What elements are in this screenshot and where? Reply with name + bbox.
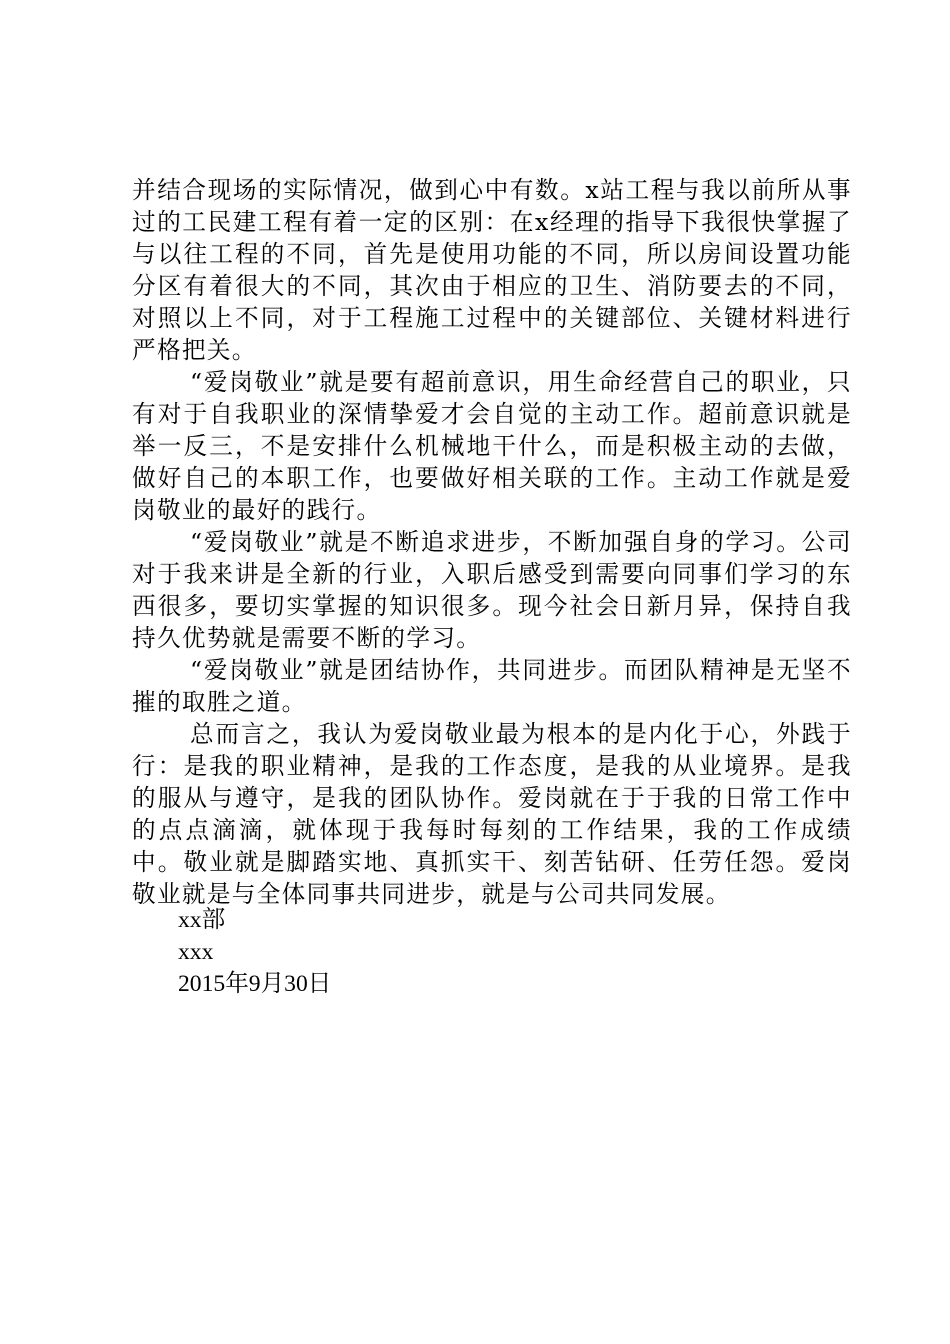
paragraph-teamwork: “爱岗敬业”就是团结协作，共同进步。而团队精神是无坚不摧的取胜之道。 bbox=[132, 656, 852, 716]
paragraph-conclusion: 总而言之，我认为爱岗敬业最为根本的是内化于心，外践于行：是我的职业精神，是我的工作态度，是我的从业境界。是我的服从与遵守，是我的团队协作。爱岗就在于于我的日常工作中的点点滴滴，就体现于我每时每刻的工作结果，我的工作成绩中。敬业就是脚踏实地、真抓实干、刻苦钻研、任劳任怨。爱岗敬业就是与全体同事共同进步，就是与公司共同发展。 bbox=[132, 720, 852, 908]
paragraph-continuation: 并结合现场的实际情况，做到心中有数。x站工程与我以前所从事过的工民建工程有着一定的区别：在x经理的指导下我很快掌握了与以往工程的不同，首先是使用功能的不同，所以房间设置功能分区有着很大的不同，其次由于相应的卫生、消防要去的不同，对照以上不同，对于工程施工过程中的关键部位、关键材料进行严格把关。 bbox=[132, 176, 852, 364]
document-body bbox=[132, 174, 852, 910]
signature-block bbox=[178, 904, 331, 1000]
paragraph-forward-awareness: “爱岗敬业”就是要有超前意识，用生命经营自己的职业，只有对于自我职业的深情挚爱才会自觉的主动工作。超前意识就是举一反三，不是安排什么机械地干什么，而是积极主动的去做，做好自己的本职工作，也要做好相关联的工作。主动工作就是爱岗敬业的最好的践行。 bbox=[132, 368, 852, 524]
signature-department: xx部 bbox=[178, 907, 226, 933]
paragraph-continuous-learning: “爱岗敬业”就是不断追求进步，不断加强自身的学习。公司对于我来讲是全新的行业，入职后感受到需要向同事们学习的东西很多，要切实掌握的知识很多。现今社会日新月异，保持自我持久优势就是需要不断的学习。 bbox=[132, 528, 852, 652]
signature-name: xxx bbox=[178, 939, 214, 965]
signature-date: 2015年9月30日 bbox=[178, 971, 332, 997]
